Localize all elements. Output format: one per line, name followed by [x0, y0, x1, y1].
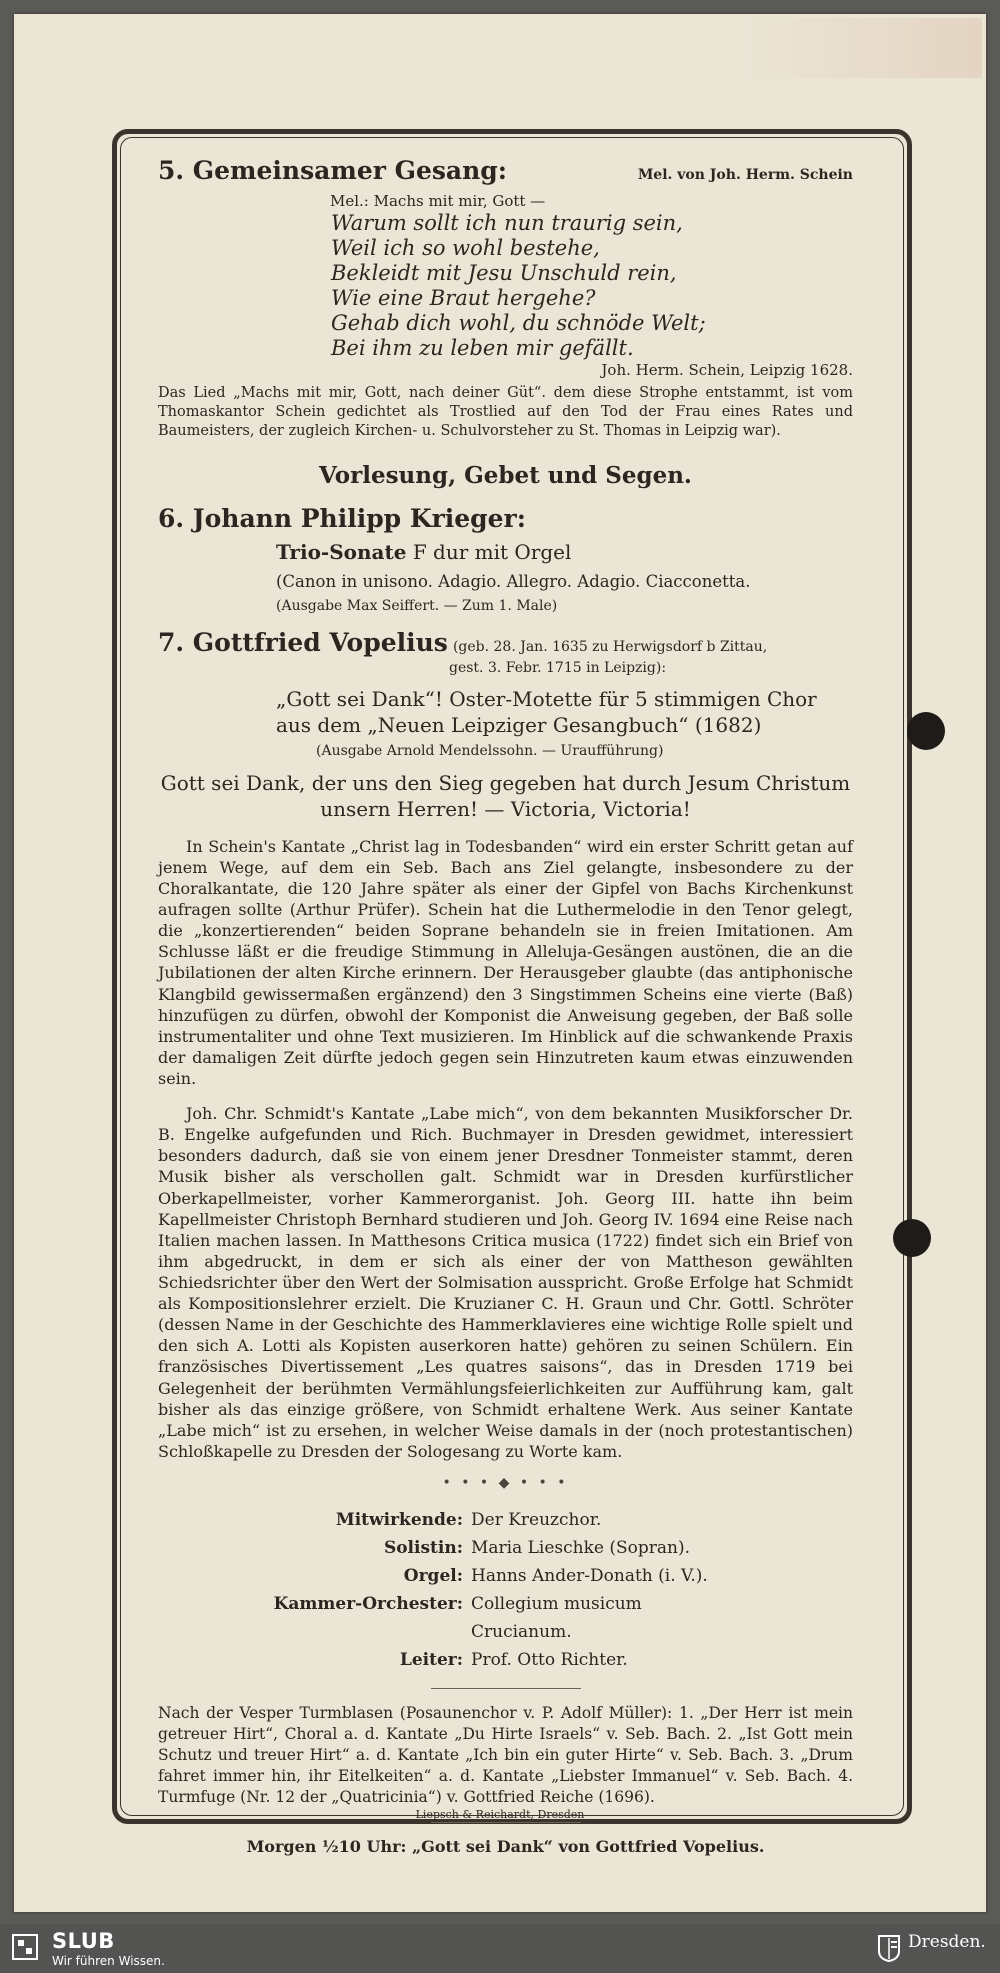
dresden-partner[interactable]: Dresden. [908, 1932, 986, 1952]
punch-hole [907, 712, 945, 750]
vesper-note: Nach der Vesper Turmblasen (Posaunenchor v. P. Adolf Müller): 1. „Der Herr ist mein getreuer Hirt“, Choral a. d. Kantate „Du Hirte Israels“ v. Seb. Bach. 2. „Ist Gott mein Schutz und treuer Hirt“ a. d. Kantate „Ich bin ein guter Hirte“ v. Seb. Bach. 3. „Drum fahret immer hin, ihr Eitelkeiten“ a. d. Kantate „Liebster Immanuel“ v. Seb. Bach. 4. Turmfuge (Nr. 12 der „Quatricinia“) v. Gottfried Reiche (1696). [158, 1704, 853, 1807]
verse-line: Warum sollt ich nun traurig sein, [331, 211, 683, 235]
item5-title: 5. Gemeinsamer Gesang: [158, 156, 508, 185]
item6-movements: (Canon in unisono. Adagio. Allegro. Adagio. Ciacconetta. [276, 572, 751, 592]
credit-value: Maria Lieschke (Sopran). [471, 1538, 691, 1559]
item5-melody-credit: Mel. von Joh. Herm. Schein [637, 167, 853, 183]
item7-header [158, 627, 853, 660]
punch-hole [893, 1219, 931, 1257]
item5-header [158, 155, 853, 188]
section-heading: Vorlesung, Gebet und Segen. [319, 461, 692, 489]
essay [158, 836, 853, 1462]
credit-label: Solistin: [383, 1538, 463, 1559]
verse-signature: Joh. Herm. Schein, Leipzig 1628. [601, 360, 853, 379]
credit-value: Hanns Ander-Donath (i. V.). [471, 1566, 708, 1587]
item5-note: Das Lied „Machs mit mir, Gott, nach deiner Güt“. dem diese Strophe entstammt, ist vom Thomaskantor Schein gedichtet als Trostlied auf den Tod der Frau eines Rates und Baumeisters, der zugleich Kirchen- u. Schulvorsteher zu St. Thomas in Leipzig war). [158, 385, 853, 440]
essay-paragraph: Joh. Chr. Schmidt's Kantate „Labe mich“, von dem bekannten Musikforscher Dr. B. Engelke aufgefunden und Rich. Buchmayer in Dresden gewidmet, interessiert besonders dadurch, daß sie von einem jener Dresdner Tonmeister stammt, deren Musik bisher als verschollen galt. Schmidt war in Dresden kurfürstlicher Oberkapellmeister, vorher Kammerorganist. Joh. Georg III. hatte ihn beim Kapellmeister Christoph Bernhard studieren und Joh. Georg IV. 1694 eine Reise nach Italien machen lassen. In Matthesons Critica musica (1722) findet sich ein Brief von ihm abgedruckt, in dem er sich als einer der von Mattheson gewählten Schiedsrichter über den Wert der Solmisation ausspricht. Große Erfolge hat Schmidt als Kompositionslehrer erzielt. Die Kruzianer C. H. Graun und Chr. Gottl. Schröter (dessen Name in der Geschichte des Hammerklavieres eine wichtige Rolle spielt und den sich A. Lotti als Kopisten auserkoren hatte) gehören zu seinen Schülern. Ein französisches Divertissement „Les quatres saisons“, das in Dresden 1719 bei Gelegenheit der berühmten Vermählungsfeierlichkeiten zur Aufführung kam, galt bisher als das einzige größere, von Schmidt erhaltene Werk. Aus seiner Kantate „Labe mich“ ist zu ersehen, in welcher Weise damals in der (noch protestantischen) Schloßkapelle zu Dresden der Sologesang zu Worte kam. [158, 1104, 853, 1461]
divider-line [431, 1822, 581, 1823]
credit-row [158, 1562, 718, 1590]
essay-paragraph: In Schein's Kantate „Christ lag in Todesbanden“ wird ein erster Schritt getan auf jenem Wege, auf dem ein Seb. Bach ans Ziel gelangte, insbesondere zu der Choralkantate, die 120 Jahre später als einer der Gipfel von Bachs Kirchenkunst aufragen sollte (Arthur Prüfer). Schein hat die Luthermelodie in den Tenor gelegt, die „konzertierenden“ beiden Soprane behandeln sie in freien Imitationen. Am Schlusse läßt er die freudige Stimmung in Alleluja-Gesängen austönen, die an die Jubilationen der alten Kirche erinnern. Der Herausgeber glaubte (das antiphonische Klangbild gewissermaßen ergänzend) den 3 Singstimmen Scheins eine vierte (Baß) hinzufügen zu dürfen, obwohl der Komponist die Anweisung gegeben, der Baß solle instrumentaliter und ohne Text musizieren. Im Hinblick auf die schwankende Praxis der damaligen Zeit dürfte jedoch gegen sein Hinzutreten kaum etwas einzuwenden sein. [158, 836, 853, 1089]
hymn-verse [331, 211, 853, 361]
item6-work-key: F dur mit Orgel [412, 540, 572, 565]
dresden-crest-icon [878, 1935, 900, 1962]
item6-work-name: Trio-Sonate [276, 540, 407, 565]
credit-label: Leiter: [399, 1650, 463, 1671]
ornament-divider: • • • ◆ • • • [442, 1475, 569, 1491]
verse-line: Wie eine Braut hergehe? [331, 285, 596, 310]
item7-edition: (Ausgabe Arnold Mendelssohn. — Uraufführung) [316, 742, 664, 759]
program-content [158, 155, 853, 1858]
slub-logo-icon [12, 1934, 38, 1960]
item7-quote-2: unsern Herren! — Victoria, Victoria! [320, 796, 691, 821]
footer-bar [0, 1924, 1000, 1973]
credit-value: Prof. Otto Richter. [471, 1650, 628, 1671]
item7-title: 7. Gottfried Vopelius [158, 627, 448, 657]
item5-melody-line: Mel.: Machs mit mir, Gott — [330, 191, 546, 210]
verse-line: Gehab dich wohl, du schnöde Welt; [331, 310, 706, 335]
credit-label: Mitwirkende: [335, 1510, 463, 1531]
credit-row [158, 1646, 718, 1674]
slub-name[interactable]: SLUB [52, 1929, 115, 1953]
verse-line: Bei ihm zu leben mir gefällt. [331, 335, 634, 360]
credit-row [158, 1590, 718, 1646]
credit-row [158, 1506, 718, 1534]
verse-line: Bekleidt mit Jesu Unschuld rein, [331, 260, 677, 285]
credit-label: Kammer-Orchester: [273, 1594, 463, 1615]
performers-list [158, 1506, 718, 1674]
slub-tagline: Wir führen Wissen. [52, 1954, 165, 1968]
item7-dates-1: (geb. 28. Jan. 1635 zu Herwigsdorf b Zittau, [452, 638, 768, 655]
verse-line: Weil ich so wohl bestehe, [331, 235, 600, 260]
credit-label: Orgel: [403, 1566, 463, 1587]
item7-motet-2: aus dem „Neuen Leipziger Gesangbuch“ (1682) [276, 712, 762, 737]
item6-edition: (Ausgabe Max Seiffert. — Zum 1. Male) [276, 597, 558, 614]
item6-title: 6. Johann Philipp Krieger: [158, 503, 526, 533]
item7-motet-1: „Gott sei Dank“! Oster-Motette für 5 stimmigen Chor [276, 686, 817, 711]
credit-value: Collegium musicum Crucianum. [471, 1594, 642, 1643]
printer-credit: Liepsch & Reichardt, Dresden [415, 1808, 585, 1821]
divider-line [431, 1688, 581, 1689]
morgen-announcement: Morgen ½10 Uhr: „Gott sei Dank“ von Gottfried Vopelius. [246, 1837, 765, 1857]
item7-quote-1: Gott sei Dank, der uns den Sieg gegeben hat durch Jesum Christum [160, 770, 851, 795]
item7-dates-2: gest. 3. Febr. 1715 in Leipzig): [449, 660, 667, 677]
credit-row [158, 1534, 718, 1562]
credit-value: Der Kreuzchor. [471, 1510, 602, 1531]
item6-work [276, 539, 853, 565]
